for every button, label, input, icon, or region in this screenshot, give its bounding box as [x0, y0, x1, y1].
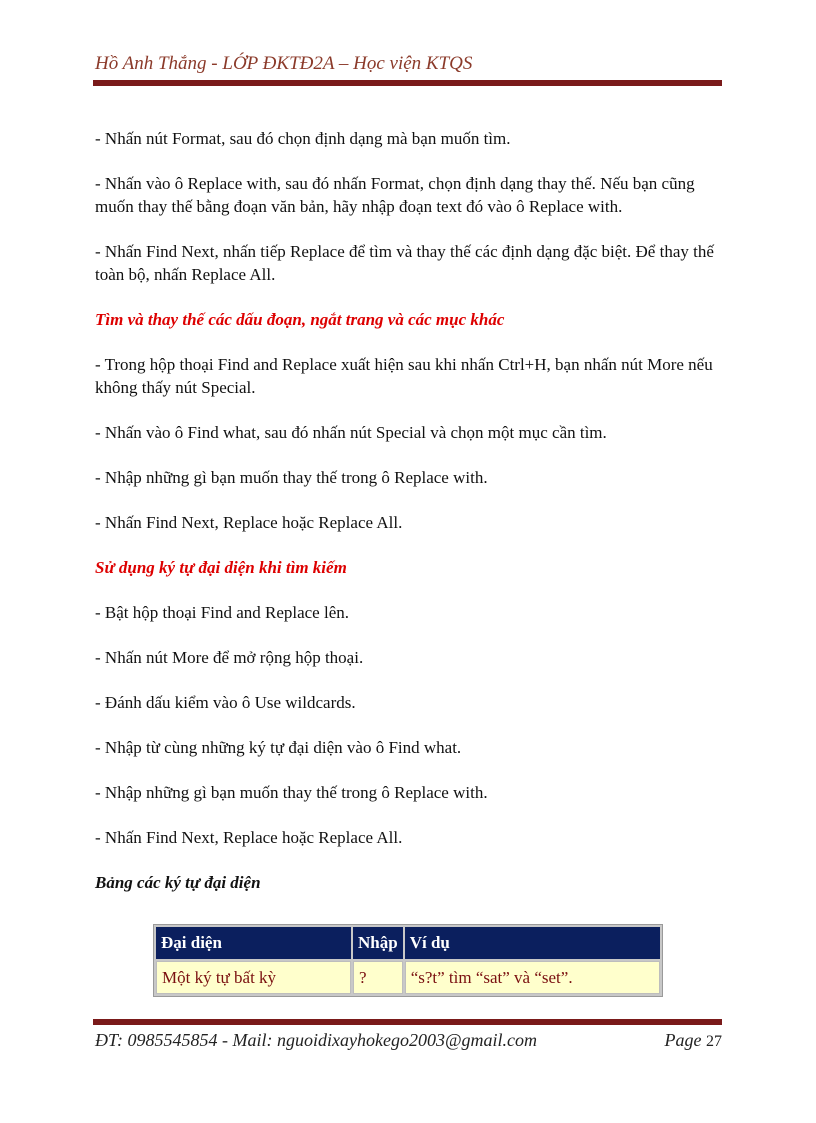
table-cell: ?	[353, 961, 403, 994]
footer-contact: ĐT: 0985545854 - Mail: nguoidixayhokego2003@gmail.com	[95, 1030, 538, 1050]
column-header: Nhập	[353, 927, 403, 959]
table-cell: “s?t” tìm “sat” và “set”.	[405, 961, 660, 994]
document-body	[95, 127, 725, 918]
page-header-title: Hồ Anh Thắng - LỚP ĐKTĐ2A – Học viện KTQS	[95, 53, 473, 74]
paragraph: - Nhấn Find Next, Replace hoặc Replace All.	[95, 513, 403, 532]
column-header: Đại diện	[156, 927, 351, 959]
table-header-row	[156, 927, 660, 959]
page-footer	[95, 1030, 722, 1051]
paragraph: - Trong hộp thoại Find and Replace xuất hiện sau khi nhấn Ctrl+H, bạn nhấn nút More nếu không thấy nút Special.	[95, 355, 713, 397]
page-number-block	[665, 1030, 722, 1051]
paragraph: - Nhập từ cùng những ký tự đại diện vào ô Find what.	[95, 738, 462, 757]
paragraph: - Đánh dấu kiểm vào ô Use wildcards.	[95, 693, 356, 712]
wildcard-table	[153, 924, 663, 997]
table-cell: Một ký tự bất kỳ	[156, 961, 351, 994]
header-divider	[93, 80, 722, 86]
paragraph: - Nhấn vào ô Replace with, sau đó nhấn Format, chọn định dạng thay thế. Nếu bạn cũng muốn thay thế bằng đoạn văn bản, hãy nhập đoạn text đó vào ô Replace with.	[95, 174, 695, 216]
page-number: 27	[706, 1033, 722, 1050]
paragraph: - Nhấn nút Format, sau đó chọn định dạng mà bạn muốn tìm.	[95, 129, 511, 148]
paragraph: - Nhấn nút More để mở rộng hộp thoại.	[95, 648, 364, 667]
section-heading: Sử dụng ký tự đại diện khi tìm kiếm	[95, 558, 347, 577]
page-label: Page	[664, 1030, 702, 1050]
paragraph: - Nhấn Find Next, nhấn tiếp Replace để tìm và thay thế các định dạng đặc biệt. Để thay thế toàn bộ, nhấn Replace All.	[95, 242, 714, 284]
paragraph: - Nhập những gì bạn muốn thay thế trong ô Replace with.	[95, 783, 488, 802]
footer-divider	[93, 1019, 722, 1025]
table-caption: Bảng các ký tự đại diện	[95, 873, 261, 892]
table-row	[156, 961, 660, 994]
paragraph: - Bật hộp thoại Find and Replace lên.	[95, 603, 349, 622]
paragraph: - Nhấn vào ô Find what, sau đó nhấn nút Special và chọn một mục cần tìm.	[95, 423, 607, 442]
column-header: Ví dụ	[405, 927, 660, 959]
paragraph: - Nhấn Find Next, Replace hoặc Replace All.	[95, 828, 403, 847]
section-heading: Tìm và thay thế các dấu đoạn, ngắt trang và các mục khác	[95, 310, 505, 329]
paragraph: - Nhập những gì bạn muốn thay thế trong ô Replace with.	[95, 468, 488, 487]
